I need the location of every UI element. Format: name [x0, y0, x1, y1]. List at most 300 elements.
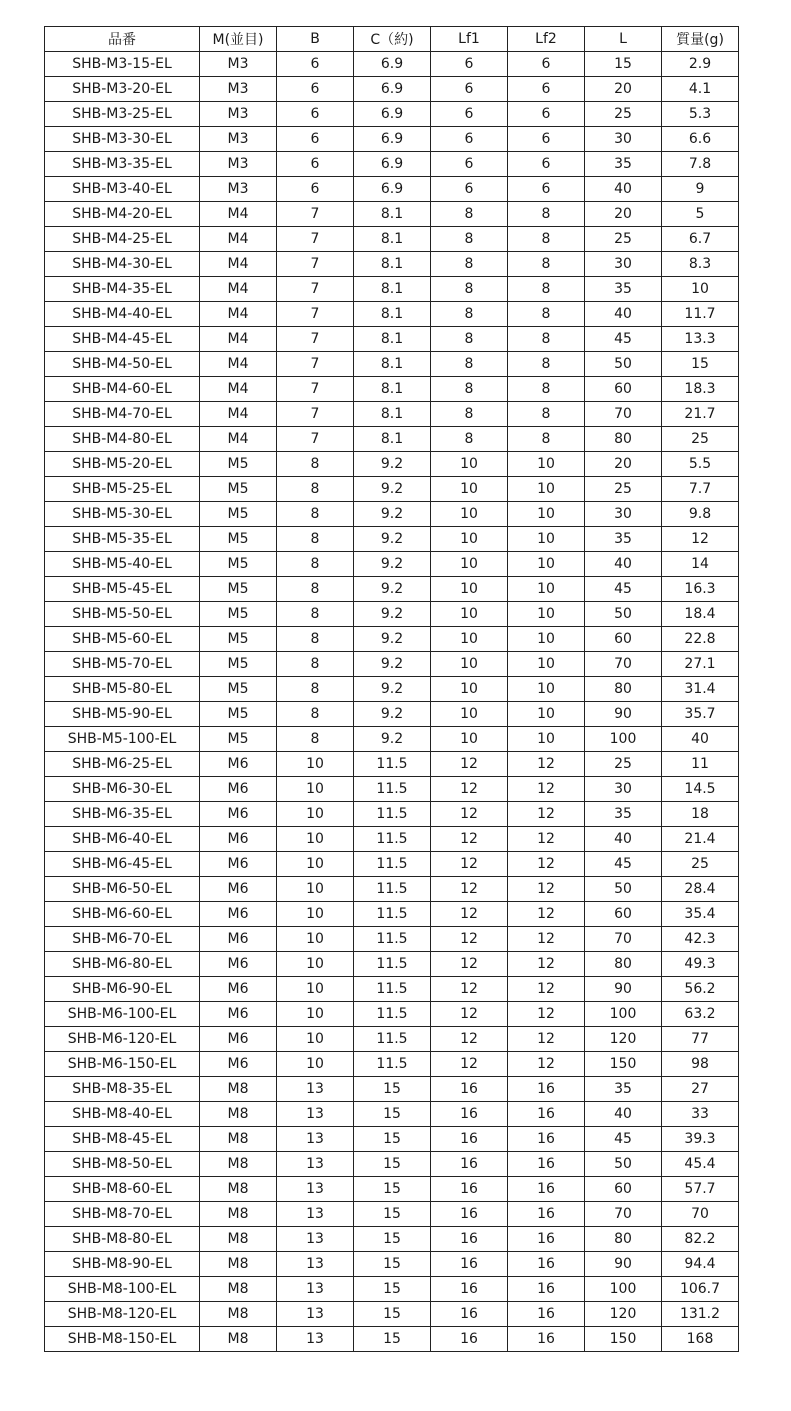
mass-cell: 2.9 — [662, 52, 739, 77]
b-cell: 13 — [277, 1177, 354, 1202]
lf2-cell: 10 — [508, 502, 585, 527]
thread-size-cell: M4 — [200, 202, 277, 227]
lf1-cell: 8 — [431, 377, 508, 402]
header-row — [45, 27, 739, 52]
lf1-cell: 10 — [431, 577, 508, 602]
lf2-cell: 12 — [508, 827, 585, 852]
l-cell: 25 — [585, 752, 662, 777]
l-cell: 35 — [585, 527, 662, 552]
lf2-cell: 16 — [508, 1277, 585, 1302]
lf2-cell: 16 — [508, 1302, 585, 1327]
b-cell: 10 — [277, 1052, 354, 1077]
mass-cell: 168 — [662, 1327, 739, 1352]
c-cell: 11.5 — [354, 877, 431, 902]
mass-cell: 7.8 — [662, 152, 739, 177]
thread-size-cell: M8 — [200, 1152, 277, 1177]
thread-size-cell: M8 — [200, 1127, 277, 1152]
lf1-cell: 8 — [431, 277, 508, 302]
part-number-cell: SHB-M6-40-EL — [45, 827, 200, 852]
l-cell: 35 — [585, 277, 662, 302]
table-row — [45, 277, 739, 302]
lf1-cell: 10 — [431, 652, 508, 677]
table-row — [45, 1127, 739, 1152]
b-cell: 7 — [277, 277, 354, 302]
b-cell: 13 — [277, 1277, 354, 1302]
l-cell: 90 — [585, 702, 662, 727]
part-number-cell: SHB-M4-70-EL — [45, 402, 200, 427]
table-row — [45, 52, 739, 77]
part-number-cell: SHB-M8-120-EL — [45, 1302, 200, 1327]
lf1-cell: 10 — [431, 527, 508, 552]
c-cell: 11.5 — [354, 752, 431, 777]
lf2-cell: 16 — [508, 1177, 585, 1202]
c-cell: 9.2 — [354, 602, 431, 627]
part-number-cell: SHB-M6-100-EL — [45, 1002, 200, 1027]
part-number-cell: SHB-M8-60-EL — [45, 1177, 200, 1202]
lf1-cell: 16 — [431, 1302, 508, 1327]
lf2-cell: 10 — [508, 677, 585, 702]
l-cell: 60 — [585, 902, 662, 927]
c-cell: 6.9 — [354, 127, 431, 152]
lf1-cell: 8 — [431, 327, 508, 352]
b-cell: 10 — [277, 952, 354, 977]
c-cell: 9.2 — [354, 477, 431, 502]
lf2-cell: 16 — [508, 1202, 585, 1227]
header-part-number: 品番 — [45, 27, 200, 52]
table-row — [45, 727, 739, 752]
part-number-cell: SHB-M4-80-EL — [45, 427, 200, 452]
mass-cell: 40 — [662, 727, 739, 752]
lf2-cell: 12 — [508, 927, 585, 952]
b-cell: 6 — [277, 77, 354, 102]
thread-size-cell: M8 — [200, 1227, 277, 1252]
table-row — [45, 952, 739, 977]
mass-cell: 14 — [662, 552, 739, 577]
mass-cell: 6.6 — [662, 127, 739, 152]
lf2-cell: 6 — [508, 102, 585, 127]
part-number-cell: SHB-M8-45-EL — [45, 1127, 200, 1152]
b-cell: 10 — [277, 852, 354, 877]
table-row — [45, 202, 739, 227]
thread-size-cell: M3 — [200, 102, 277, 127]
thread-size-cell: M5 — [200, 502, 277, 527]
mass-cell: 18 — [662, 802, 739, 827]
l-cell: 90 — [585, 1252, 662, 1277]
c-cell: 9.2 — [354, 652, 431, 677]
part-number-cell: SHB-M5-20-EL — [45, 452, 200, 477]
lf2-cell: 10 — [508, 727, 585, 752]
thread-size-cell: M6 — [200, 877, 277, 902]
mass-cell: 27 — [662, 1077, 739, 1102]
lf2-cell: 12 — [508, 852, 585, 877]
thread-size-cell: M4 — [200, 227, 277, 252]
l-cell: 40 — [585, 1102, 662, 1127]
thread-size-cell: M6 — [200, 902, 277, 927]
lf2-cell: 6 — [508, 52, 585, 77]
l-cell: 80 — [585, 1227, 662, 1252]
lf1-cell: 6 — [431, 127, 508, 152]
thread-size-cell: M8 — [200, 1102, 277, 1127]
c-cell: 6.9 — [354, 52, 431, 77]
part-number-cell: SHB-M5-40-EL — [45, 552, 200, 577]
thread-size-cell: M6 — [200, 752, 277, 777]
b-cell: 7 — [277, 202, 354, 227]
lf2-cell: 16 — [508, 1227, 585, 1252]
table-row — [45, 1002, 739, 1027]
mass-cell: 13.3 — [662, 327, 739, 352]
part-number-cell: SHB-M4-25-EL — [45, 227, 200, 252]
c-cell: 9.2 — [354, 452, 431, 477]
thread-size-cell: M5 — [200, 552, 277, 577]
table-row — [45, 427, 739, 452]
c-cell: 9.2 — [354, 502, 431, 527]
thread-size-cell: M4 — [200, 402, 277, 427]
table-row — [45, 1052, 739, 1077]
mass-cell: 25 — [662, 427, 739, 452]
table-row — [45, 802, 739, 827]
c-cell: 11.5 — [354, 1002, 431, 1027]
lf2-cell: 12 — [508, 802, 585, 827]
lf1-cell: 10 — [431, 477, 508, 502]
mass-cell: 11 — [662, 752, 739, 777]
part-number-cell: SHB-M8-70-EL — [45, 1202, 200, 1227]
lf2-cell: 12 — [508, 777, 585, 802]
lf2-cell: 6 — [508, 127, 585, 152]
thread-size-cell: M3 — [200, 52, 277, 77]
table-row — [45, 1227, 739, 1252]
thread-size-cell: M5 — [200, 727, 277, 752]
b-cell: 7 — [277, 302, 354, 327]
b-cell: 7 — [277, 227, 354, 252]
thread-size-cell: M6 — [200, 852, 277, 877]
l-cell: 25 — [585, 102, 662, 127]
mass-cell: 33 — [662, 1102, 739, 1127]
lf2-cell: 8 — [508, 227, 585, 252]
thread-size-cell: M8 — [200, 1202, 277, 1227]
part-number-cell: SHB-M6-30-EL — [45, 777, 200, 802]
b-cell: 8 — [277, 452, 354, 477]
thread-size-cell: M6 — [200, 977, 277, 1002]
c-cell: 8.1 — [354, 327, 431, 352]
l-cell: 50 — [585, 602, 662, 627]
mass-cell: 35.4 — [662, 902, 739, 927]
table-row — [45, 102, 739, 127]
part-number-cell: SHB-M5-100-EL — [45, 727, 200, 752]
part-number-cell: SHB-M5-90-EL — [45, 702, 200, 727]
b-cell: 6 — [277, 127, 354, 152]
table-row — [45, 602, 739, 627]
thread-size-cell: M8 — [200, 1077, 277, 1102]
thread-size-cell: M5 — [200, 477, 277, 502]
lf2-cell: 8 — [508, 252, 585, 277]
table-row — [45, 777, 739, 802]
table-row — [45, 127, 739, 152]
c-cell: 15 — [354, 1177, 431, 1202]
lf2-cell: 10 — [508, 602, 585, 627]
part-number-cell: SHB-M4-60-EL — [45, 377, 200, 402]
lf1-cell: 10 — [431, 602, 508, 627]
b-cell: 13 — [277, 1152, 354, 1177]
mass-cell: 8.3 — [662, 252, 739, 277]
l-cell: 50 — [585, 877, 662, 902]
b-cell: 7 — [277, 427, 354, 452]
l-cell: 100 — [585, 727, 662, 752]
l-cell: 100 — [585, 1277, 662, 1302]
lf2-cell: 12 — [508, 1052, 585, 1077]
table-row — [45, 227, 739, 252]
thread-size-cell: M3 — [200, 77, 277, 102]
b-cell: 7 — [277, 352, 354, 377]
lf1-cell: 10 — [431, 502, 508, 527]
table-row — [45, 902, 739, 927]
lf1-cell: 10 — [431, 452, 508, 477]
thread-size-cell: M5 — [200, 577, 277, 602]
c-cell: 11.5 — [354, 827, 431, 852]
lf1-cell: 10 — [431, 727, 508, 752]
mass-cell: 25 — [662, 852, 739, 877]
part-number-cell: SHB-M5-50-EL — [45, 602, 200, 627]
l-cell: 40 — [585, 552, 662, 577]
table-row — [45, 177, 739, 202]
thread-size-cell: M5 — [200, 702, 277, 727]
b-cell: 13 — [277, 1102, 354, 1127]
mass-cell: 5.5 — [662, 452, 739, 477]
b-cell: 13 — [277, 1077, 354, 1102]
part-number-cell: SHB-M4-45-EL — [45, 327, 200, 352]
thread-size-cell: M6 — [200, 827, 277, 852]
table-row — [45, 752, 739, 777]
thread-size-cell: M3 — [200, 177, 277, 202]
part-number-cell: SHB-M5-25-EL — [45, 477, 200, 502]
header-b: B — [277, 27, 354, 52]
lf1-cell: 6 — [431, 177, 508, 202]
part-number-cell: SHB-M4-20-EL — [45, 202, 200, 227]
lf2-cell: 12 — [508, 952, 585, 977]
lf1-cell: 16 — [431, 1252, 508, 1277]
c-cell: 9.2 — [354, 627, 431, 652]
b-cell: 13 — [277, 1327, 354, 1352]
lf1-cell: 10 — [431, 552, 508, 577]
c-cell: 9.2 — [354, 552, 431, 577]
c-cell: 9.2 — [354, 702, 431, 727]
lf2-cell: 8 — [508, 352, 585, 377]
table-row — [45, 977, 739, 1002]
b-cell: 6 — [277, 102, 354, 127]
c-cell: 9.2 — [354, 677, 431, 702]
lf2-cell: 12 — [508, 752, 585, 777]
mass-cell: 18.4 — [662, 602, 739, 627]
lf2-cell: 12 — [508, 1002, 585, 1027]
l-cell: 25 — [585, 477, 662, 502]
mass-cell: 21.7 — [662, 402, 739, 427]
c-cell: 8.1 — [354, 252, 431, 277]
lf2-cell: 12 — [508, 977, 585, 1002]
l-cell: 150 — [585, 1327, 662, 1352]
thread-size-cell: M8 — [200, 1302, 277, 1327]
l-cell: 120 — [585, 1027, 662, 1052]
part-number-cell: SHB-M6-150-EL — [45, 1052, 200, 1077]
l-cell: 40 — [585, 827, 662, 852]
lf1-cell: 16 — [431, 1202, 508, 1227]
thread-size-cell: M4 — [200, 302, 277, 327]
c-cell: 15 — [354, 1277, 431, 1302]
part-number-cell: SHB-M6-35-EL — [45, 802, 200, 827]
l-cell: 50 — [585, 352, 662, 377]
thread-size-cell: M4 — [200, 352, 277, 377]
l-cell: 100 — [585, 1002, 662, 1027]
c-cell: 15 — [354, 1202, 431, 1227]
c-cell: 15 — [354, 1077, 431, 1102]
c-cell: 15 — [354, 1327, 431, 1352]
mass-cell: 21.4 — [662, 827, 739, 852]
part-number-cell: SHB-M3-25-EL — [45, 102, 200, 127]
thread-size-cell: M6 — [200, 952, 277, 977]
b-cell: 10 — [277, 802, 354, 827]
lf1-cell: 12 — [431, 902, 508, 927]
l-cell: 60 — [585, 1177, 662, 1202]
mass-cell: 15 — [662, 352, 739, 377]
mass-cell: 106.7 — [662, 1277, 739, 1302]
lf2-cell: 6 — [508, 152, 585, 177]
b-cell: 10 — [277, 1027, 354, 1052]
l-cell: 60 — [585, 377, 662, 402]
c-cell: 8.1 — [354, 427, 431, 452]
thread-size-cell: M4 — [200, 252, 277, 277]
c-cell: 11.5 — [354, 852, 431, 877]
table-row — [45, 1177, 739, 1202]
header-lf2: Lf2 — [508, 27, 585, 52]
l-cell: 40 — [585, 302, 662, 327]
l-cell: 30 — [585, 777, 662, 802]
lf2-cell: 8 — [508, 302, 585, 327]
b-cell: 8 — [277, 677, 354, 702]
table-row — [45, 452, 739, 477]
lf1-cell: 12 — [431, 1027, 508, 1052]
l-cell: 45 — [585, 577, 662, 602]
mass-cell: 57.7 — [662, 1177, 739, 1202]
lf2-cell: 8 — [508, 427, 585, 452]
lf2-cell: 8 — [508, 402, 585, 427]
table-row — [45, 477, 739, 502]
part-number-cell: SHB-M8-80-EL — [45, 1227, 200, 1252]
thread-size-cell: M6 — [200, 927, 277, 952]
l-cell: 15 — [585, 52, 662, 77]
table-row — [45, 402, 739, 427]
l-cell: 90 — [585, 977, 662, 1002]
b-cell: 7 — [277, 327, 354, 352]
mass-cell: 9.8 — [662, 502, 739, 527]
mass-cell: 31.4 — [662, 677, 739, 702]
l-cell: 45 — [585, 1127, 662, 1152]
b-cell: 8 — [277, 602, 354, 627]
mass-cell: 131.2 — [662, 1302, 739, 1327]
lf1-cell: 12 — [431, 827, 508, 852]
table-row — [45, 152, 739, 177]
b-cell: 10 — [277, 827, 354, 852]
table-row — [45, 352, 739, 377]
mass-cell: 42.3 — [662, 927, 739, 952]
l-cell: 80 — [585, 677, 662, 702]
b-cell: 13 — [277, 1202, 354, 1227]
lf1-cell: 12 — [431, 852, 508, 877]
lf2-cell: 8 — [508, 377, 585, 402]
mass-cell: 49.3 — [662, 952, 739, 977]
l-cell: 80 — [585, 427, 662, 452]
c-cell: 6.9 — [354, 77, 431, 102]
c-cell: 15 — [354, 1252, 431, 1277]
l-cell: 35 — [585, 802, 662, 827]
thread-size-cell: M8 — [200, 1277, 277, 1302]
lf1-cell: 8 — [431, 402, 508, 427]
l-cell: 70 — [585, 402, 662, 427]
c-cell: 8.1 — [354, 302, 431, 327]
lf2-cell: 12 — [508, 1027, 585, 1052]
c-cell: 11.5 — [354, 977, 431, 1002]
l-cell: 70 — [585, 1202, 662, 1227]
b-cell: 10 — [277, 927, 354, 952]
c-cell: 9.2 — [354, 577, 431, 602]
lf1-cell: 16 — [431, 1177, 508, 1202]
c-cell: 15 — [354, 1102, 431, 1127]
mass-cell: 7.7 — [662, 477, 739, 502]
table-row — [45, 577, 739, 602]
mass-cell: 70 — [662, 1202, 739, 1227]
b-cell: 6 — [277, 177, 354, 202]
l-cell: 45 — [585, 327, 662, 352]
b-cell: 7 — [277, 252, 354, 277]
part-number-cell: SHB-M3-15-EL — [45, 52, 200, 77]
mass-cell: 77 — [662, 1027, 739, 1052]
lf1-cell: 8 — [431, 252, 508, 277]
lf2-cell: 12 — [508, 877, 585, 902]
lf1-cell: 16 — [431, 1127, 508, 1152]
lf2-cell: 6 — [508, 77, 585, 102]
c-cell: 6.9 — [354, 102, 431, 127]
table-row — [45, 377, 739, 402]
lf1-cell: 6 — [431, 52, 508, 77]
lf1-cell: 8 — [431, 202, 508, 227]
b-cell: 8 — [277, 502, 354, 527]
header-mass: 質量(g) — [662, 27, 739, 52]
b-cell: 8 — [277, 727, 354, 752]
thread-size-cell: M5 — [200, 452, 277, 477]
table-row — [45, 852, 739, 877]
mass-cell: 4.1 — [662, 77, 739, 102]
part-number-cell: SHB-M5-30-EL — [45, 502, 200, 527]
mass-cell: 82.2 — [662, 1227, 739, 1252]
lf1-cell: 6 — [431, 152, 508, 177]
header-lf1: Lf1 — [431, 27, 508, 52]
lf1-cell: 8 — [431, 302, 508, 327]
table-row — [45, 302, 739, 327]
mass-cell: 98 — [662, 1052, 739, 1077]
l-cell: 20 — [585, 202, 662, 227]
l-cell: 35 — [585, 1077, 662, 1102]
lf2-cell: 16 — [508, 1102, 585, 1127]
thread-size-cell: M3 — [200, 127, 277, 152]
b-cell: 6 — [277, 152, 354, 177]
lf2-cell: 10 — [508, 652, 585, 677]
table-row — [45, 1302, 739, 1327]
lf1-cell: 12 — [431, 927, 508, 952]
c-cell: 6.9 — [354, 177, 431, 202]
table-row — [45, 527, 739, 552]
part-number-cell: SHB-M5-45-EL — [45, 577, 200, 602]
table-row — [45, 702, 739, 727]
mass-cell: 22.8 — [662, 627, 739, 652]
lf2-cell: 10 — [508, 702, 585, 727]
lf2-cell: 16 — [508, 1152, 585, 1177]
